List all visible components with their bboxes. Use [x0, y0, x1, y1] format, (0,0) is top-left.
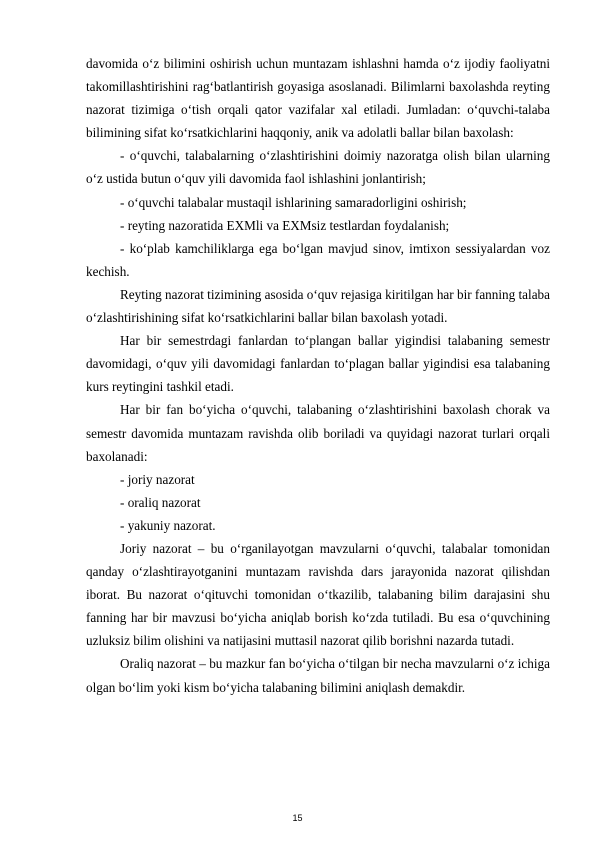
list-item: - oraliq nazorat — [120, 494, 201, 510]
paragraph: Har bir semestrdagi fanlardan to‘plangan ballar yigindisi talabaning semestr davomidagi, o‘quv yili davomidagi fanlardan to‘plagan ballar yigindisi esa talabaning kurs reytingini tashkil etadi. — [86, 333, 550, 395]
paragraph: Har bir fan bo‘yicha o‘quvchi, talabaning o‘zlashtirishini baxolash chorak va semestr davomida muntazam ravishda olib boriladi va quyidagi nazorat turlari orqali baxolanadi: — [86, 402, 550, 464]
list-item: - joriy nazorat — [120, 471, 195, 487]
paragraph: - o‘quvchi, talabalarning o‘zlashtirishini doimiy nazoratga olish bilan ularning o‘z ustida butun o‘quv yili davomida faol ishlashini jonlantirish; — [86, 148, 550, 187]
body-text — [86, 52, 550, 699]
paragraph: Reyting nazorat tizimining asosida o‘quv rejasiga kiritilgan har bir fanning talaba o‘zlashtirishining sifat ko‘rsatkichlarini ballar bilan baxolash yotadi. — [86, 286, 550, 326]
paragraph: - o‘quvchi talabalar mustaqil ishlarining samaradorligini oshirish; — [120, 194, 467, 210]
paragraph: Joriy nazorat – bu o‘rganilayotgan mavzularni o‘quvchi, talabalar tomonidan qanday o‘zlashtirayotganini muntazam ravishda dars jarayonida nazorat qilishdan iborat. Bu nazorat o‘qituvchi tomonidan o‘tkazilib, talabaning bilim darajasini shu fanning har bir mavzusi bo‘yicha aniqlab borish ko‘zda tutiladi. Bu esa o‘quvchining uzluksiz bilim olishini va natijasini muttasil nazorat qilib borishni nazarda tutadi. — [86, 540, 550, 649]
paragraph: - ko‘plab kamchiliklarga ega bo‘lgan mavjud sinov, imtixon sessiyalardan voz kechish. — [86, 240, 550, 279]
paragraph: davomida o‘z bilimini oshirish uchun muntazam ishlashni hamda o‘z ijodiy faoliyatni takomillashtirishini rag‘batlantirish goyasiga asoslanadi. Bilimlarni baxolashda reyting nazorat tizimiga o‘tish orqali qator vazifalar xal etiladi. Jumladan: o‘quvchi-talaba bilimining sifat ko‘rsatkichlarini haqqoniy, anik va adolatli ballar bilan baxolash: — [86, 56, 550, 141]
list-item: - yakuniy nazorat. — [120, 517, 216, 533]
paragraph: - reyting nazoratida EXMli va EXMsiz testlardan foydalanish; — [120, 217, 450, 233]
page-number: 15 — [292, 813, 303, 823]
paragraph: Oraliq nazorat – bu mazkur fan bo‘yicha o‘tilgan bir necha mavzularni o‘z ichiga olgan bo‘lim yoki kism bo‘yicha talabaning bilimini aniqlash demakdir. — [86, 656, 550, 695]
